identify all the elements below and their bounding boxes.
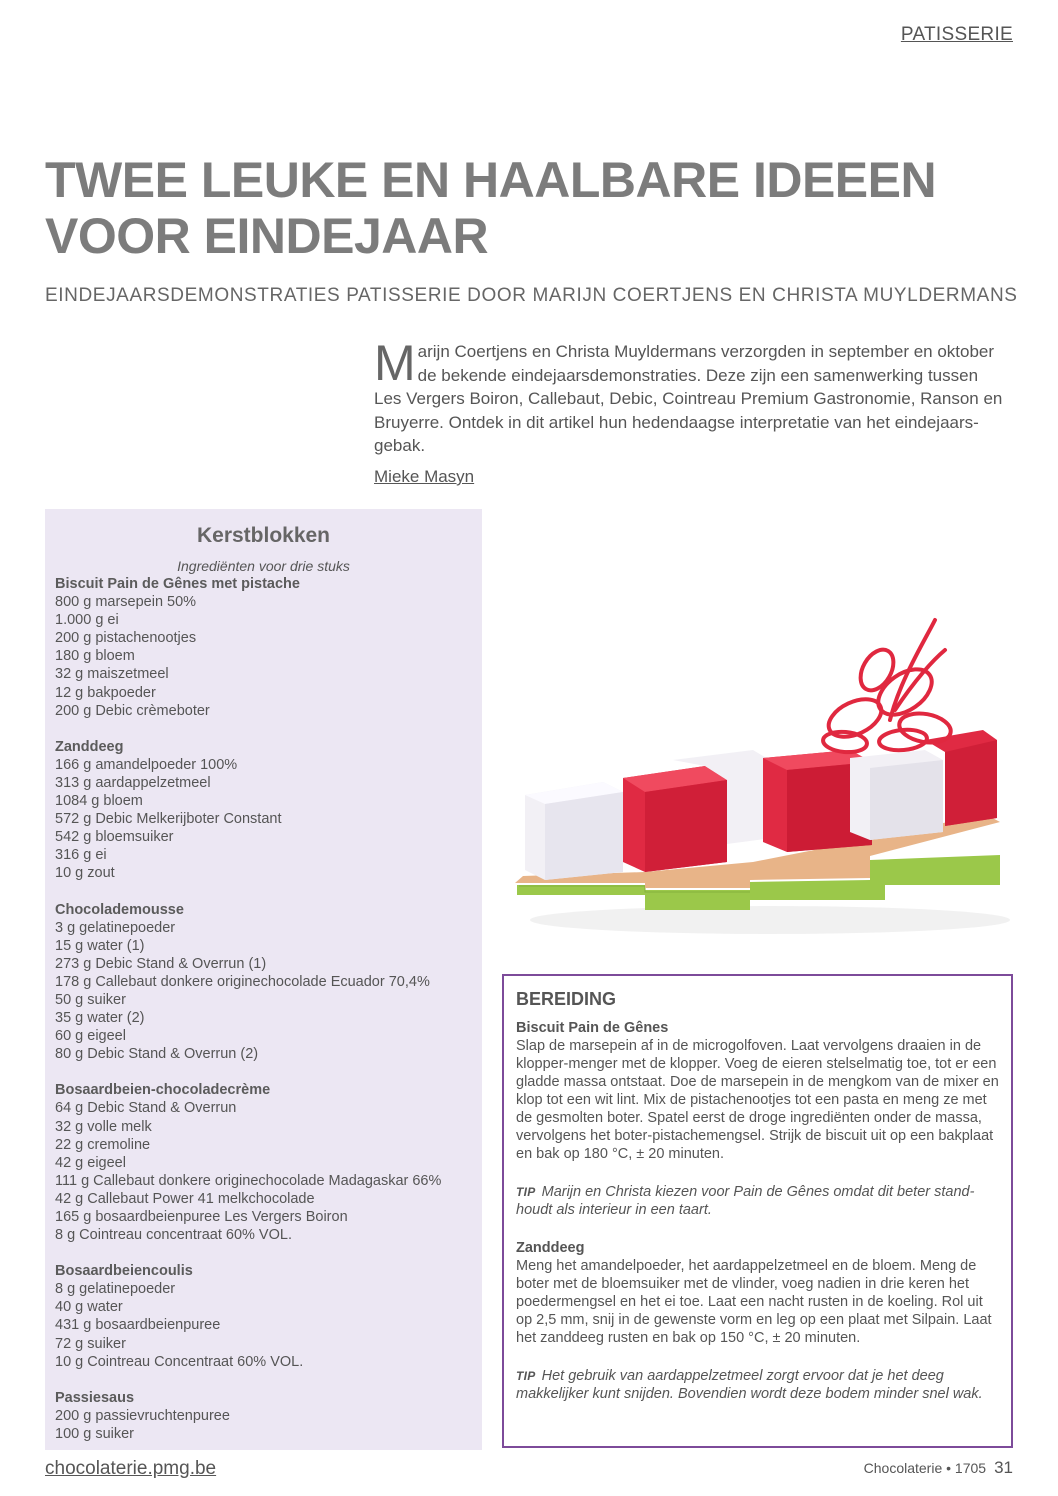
prep-heading-zanddeeg: Zanddeeg bbox=[516, 1240, 585, 1256]
ingredient-item: 1.000 g ei bbox=[55, 612, 119, 629]
ingredient-item: 313 g aardappelzetmeel bbox=[55, 774, 211, 791]
ingredient-item: 60 g eigeel bbox=[55, 1028, 126, 1045]
title-line-1: TWEE LEUKE EN HAALBARE IDEEEN bbox=[45, 152, 937, 208]
ingredient-item: 572 g Debic Melkerijboter Constant bbox=[55, 811, 282, 828]
ingredient-group-name: Zanddeeg bbox=[55, 738, 124, 755]
article-subtitle: EINDEJAARSDEMONSTRATIES PATISSERIE DOOR MARIJN COERTJENS EN CHRISTA MUYLDERMANS bbox=[45, 285, 1018, 306]
ingredient-group-name: Bosaardbeiencoulis bbox=[55, 1263, 193, 1280]
ingredient-item: 64 g Debic Stand & Overrun bbox=[55, 1100, 237, 1117]
tip-biscuit bbox=[516, 1183, 999, 1219]
ingredient-item: 200 g pistachenootjes bbox=[55, 630, 197, 647]
ingredient-item: 12 g bakpoeder bbox=[55, 684, 156, 701]
ingredient-item: 10 g zout bbox=[55, 865, 115, 882]
ingredient-group bbox=[55, 575, 472, 720]
preparation-title: BEREIDING bbox=[516, 989, 617, 1009]
recipe-subtitle: Ingrediënten voor drie stuks bbox=[177, 558, 350, 574]
ingredient-group bbox=[55, 1262, 472, 1371]
ingredient-item: 10 g Cointreau Concentraat 60% VOL. bbox=[55, 1353, 304, 1370]
ingredient-item: 35 g water (2) bbox=[55, 1010, 145, 1027]
tip-zanddeeg bbox=[516, 1367, 999, 1403]
ingredient-item: 200 g Debic crèmeboter bbox=[55, 702, 210, 719]
ingredient-item: 166 g amandelpoeder 100% bbox=[55, 756, 238, 773]
ingredient-item: 200 g passievruchtenpuree bbox=[55, 1407, 230, 1424]
website-link[interactable]: chocolaterie.pmg.be bbox=[45, 1458, 217, 1479]
ingredient-item: 42 g eigeel bbox=[55, 1154, 126, 1171]
prep-text-zanddeeg: Meng het amandelpoeder, het aardappelzetmeel en de bloem. Meng de boter met de bloemsuiker met de vlinder, voeg nadien in drie keren het poedermengsel en het ei toe. Laat een nacht rusten in de koeling. Rol uit op 2,5 mm, snij in de gewenste vorm en leg op een plaat met Silpain. Laat het zanddeeg rusten en bak op 150 °C, ± 20 minuten. bbox=[516, 1258, 992, 1346]
intro-dropcap: M bbox=[374, 335, 416, 391]
recipe-ingredients-box bbox=[45, 509, 482, 1450]
author-link[interactable]: Mieke Masyn bbox=[374, 467, 475, 486]
ingredient-group-name: Chocolademousse bbox=[55, 901, 184, 918]
ingredient-item: 3 g gelatinepoeder bbox=[55, 919, 176, 936]
ingredient-item: 1084 g bloem bbox=[55, 793, 143, 810]
ingredient-group bbox=[55, 1389, 472, 1443]
ingredient-group-name: Passiesaus bbox=[55, 1389, 135, 1406]
ingredient-groups bbox=[55, 575, 472, 1443]
title-line-2: VOOR EINDEJAAR bbox=[45, 208, 489, 264]
ingredient-item: 32 g maiszetmeel bbox=[55, 666, 169, 683]
section-label[interactable]: PATISSERIE bbox=[900, 24, 1013, 45]
ingredient-item: 80 g Debic Stand & Overrun (2) bbox=[55, 1046, 259, 1063]
article-intro bbox=[374, 335, 1010, 458]
ingredient-item: 273 g Debic Stand & Overrun (1) bbox=[55, 955, 267, 972]
intro-text: arijn Coertjens en Christa Muyldermans verzorgden in september en oktober de bekende eindejaarsdemonstraties. Deze zijn een samenwerking tussen Les Vergers Boiron, Callebaut, Debic, Cointreau Premium Gastronomie, Ranson en Bruyerre. Ontdek in dit artikel hun hedendaagse interpretatie van het eindejaars-gebak. bbox=[374, 342, 1003, 455]
magazine-issue: Chocolaterie • 1705 bbox=[863, 1460, 987, 1476]
ingredient-group bbox=[55, 1081, 472, 1244]
tip-text: Het gebruik van aardappelzetmeel zorgt ervoor dat je het deeg makkelijker kunt snijden. Bovendien wordt deze bodem minder snel wak. bbox=[516, 1368, 983, 1402]
ingredient-item: 72 g suiker bbox=[55, 1335, 126, 1352]
ingredient-item: 42 g Callebaut Power 41 melkchocolade bbox=[55, 1190, 315, 1207]
page-footer bbox=[864, 1458, 1013, 1478]
ingredient-item: 165 g bosaardbeienpuree Les Vergers Boiron bbox=[55, 1209, 348, 1225]
ingredient-item: 40 g water bbox=[55, 1299, 123, 1316]
ingredient-group-name: Bosaardbeien-chocoladecrème bbox=[55, 1082, 271, 1099]
preparation-box bbox=[502, 974, 1013, 1448]
kerstblokken-product-photo bbox=[505, 600, 1030, 960]
ingredient-group bbox=[55, 901, 472, 1064]
ingredient-item: 8 g Cointreau concentraat 60% VOL. bbox=[55, 1227, 292, 1244]
ingredient-group bbox=[55, 738, 472, 883]
ingredient-item: 542 g bloemsuiker bbox=[55, 829, 174, 846]
ingredient-item: 100 g suiker bbox=[55, 1425, 134, 1442]
ingredient-item: 431 g bosaardbeienpuree bbox=[55, 1317, 221, 1334]
page-number: 31 bbox=[994, 1458, 1013, 1477]
tip-label: TIP bbox=[516, 1369, 536, 1383]
ingredient-item: 15 g water (1) bbox=[55, 937, 145, 954]
ingredient-item: 22 g cremoline bbox=[55, 1136, 151, 1153]
ingredient-group-name: Biscuit Pain de Gênes met pistache bbox=[55, 576, 300, 592]
prep-text-biscuit: Slap de marsepein af in de microgolfoven. Laat vervolgens draaien in de klopper-menger met de klopper. Voeg de eieren stelselmatig toe, tot er een gladde massa ontstaat. Doe de marsepein in de mengkom van de mixer en klop tot een wit lint. Mix de pistachenootjes tot een pasta en meng ze met de gesmolten boter. Spatel eerst de droge ingrediënten onder de massa, vervolgens het boter-pistachemengsel. Strijk de biscuit uit op een bakplaat en bak op 180 °C, ± 20 minuten. bbox=[516, 1038, 999, 1162]
ingredient-item: 50 g suiker bbox=[55, 991, 126, 1008]
article-title bbox=[45, 152, 1005, 264]
ingredient-item: 178 g Callebaut donkere originechocolade Ecuador 70,4% bbox=[55, 973, 430, 990]
ingredient-item: 8 g gelatinepoeder bbox=[55, 1281, 176, 1298]
tip-text: Marijn en Christa kiezen voor Pain de Gênes omdat dit beter stand-houdt als interieur in een taart. bbox=[516, 1184, 975, 1218]
recipe-title: Kerstblokken bbox=[196, 524, 331, 547]
tip-label: TIP bbox=[516, 1185, 536, 1199]
ingredient-item: 800 g marsepein 50% bbox=[55, 594, 197, 611]
ingredient-item: 316 g ei bbox=[55, 847, 107, 864]
ingredient-item: 111 g Callebaut donkere originechocolade Madagaskar 66% bbox=[55, 1172, 442, 1189]
ingredient-item: 180 g bloem bbox=[55, 648, 135, 665]
ingredient-item: 32 g volle melk bbox=[55, 1118, 152, 1135]
prep-heading-biscuit: Biscuit Pain de Gênes bbox=[516, 1020, 669, 1036]
